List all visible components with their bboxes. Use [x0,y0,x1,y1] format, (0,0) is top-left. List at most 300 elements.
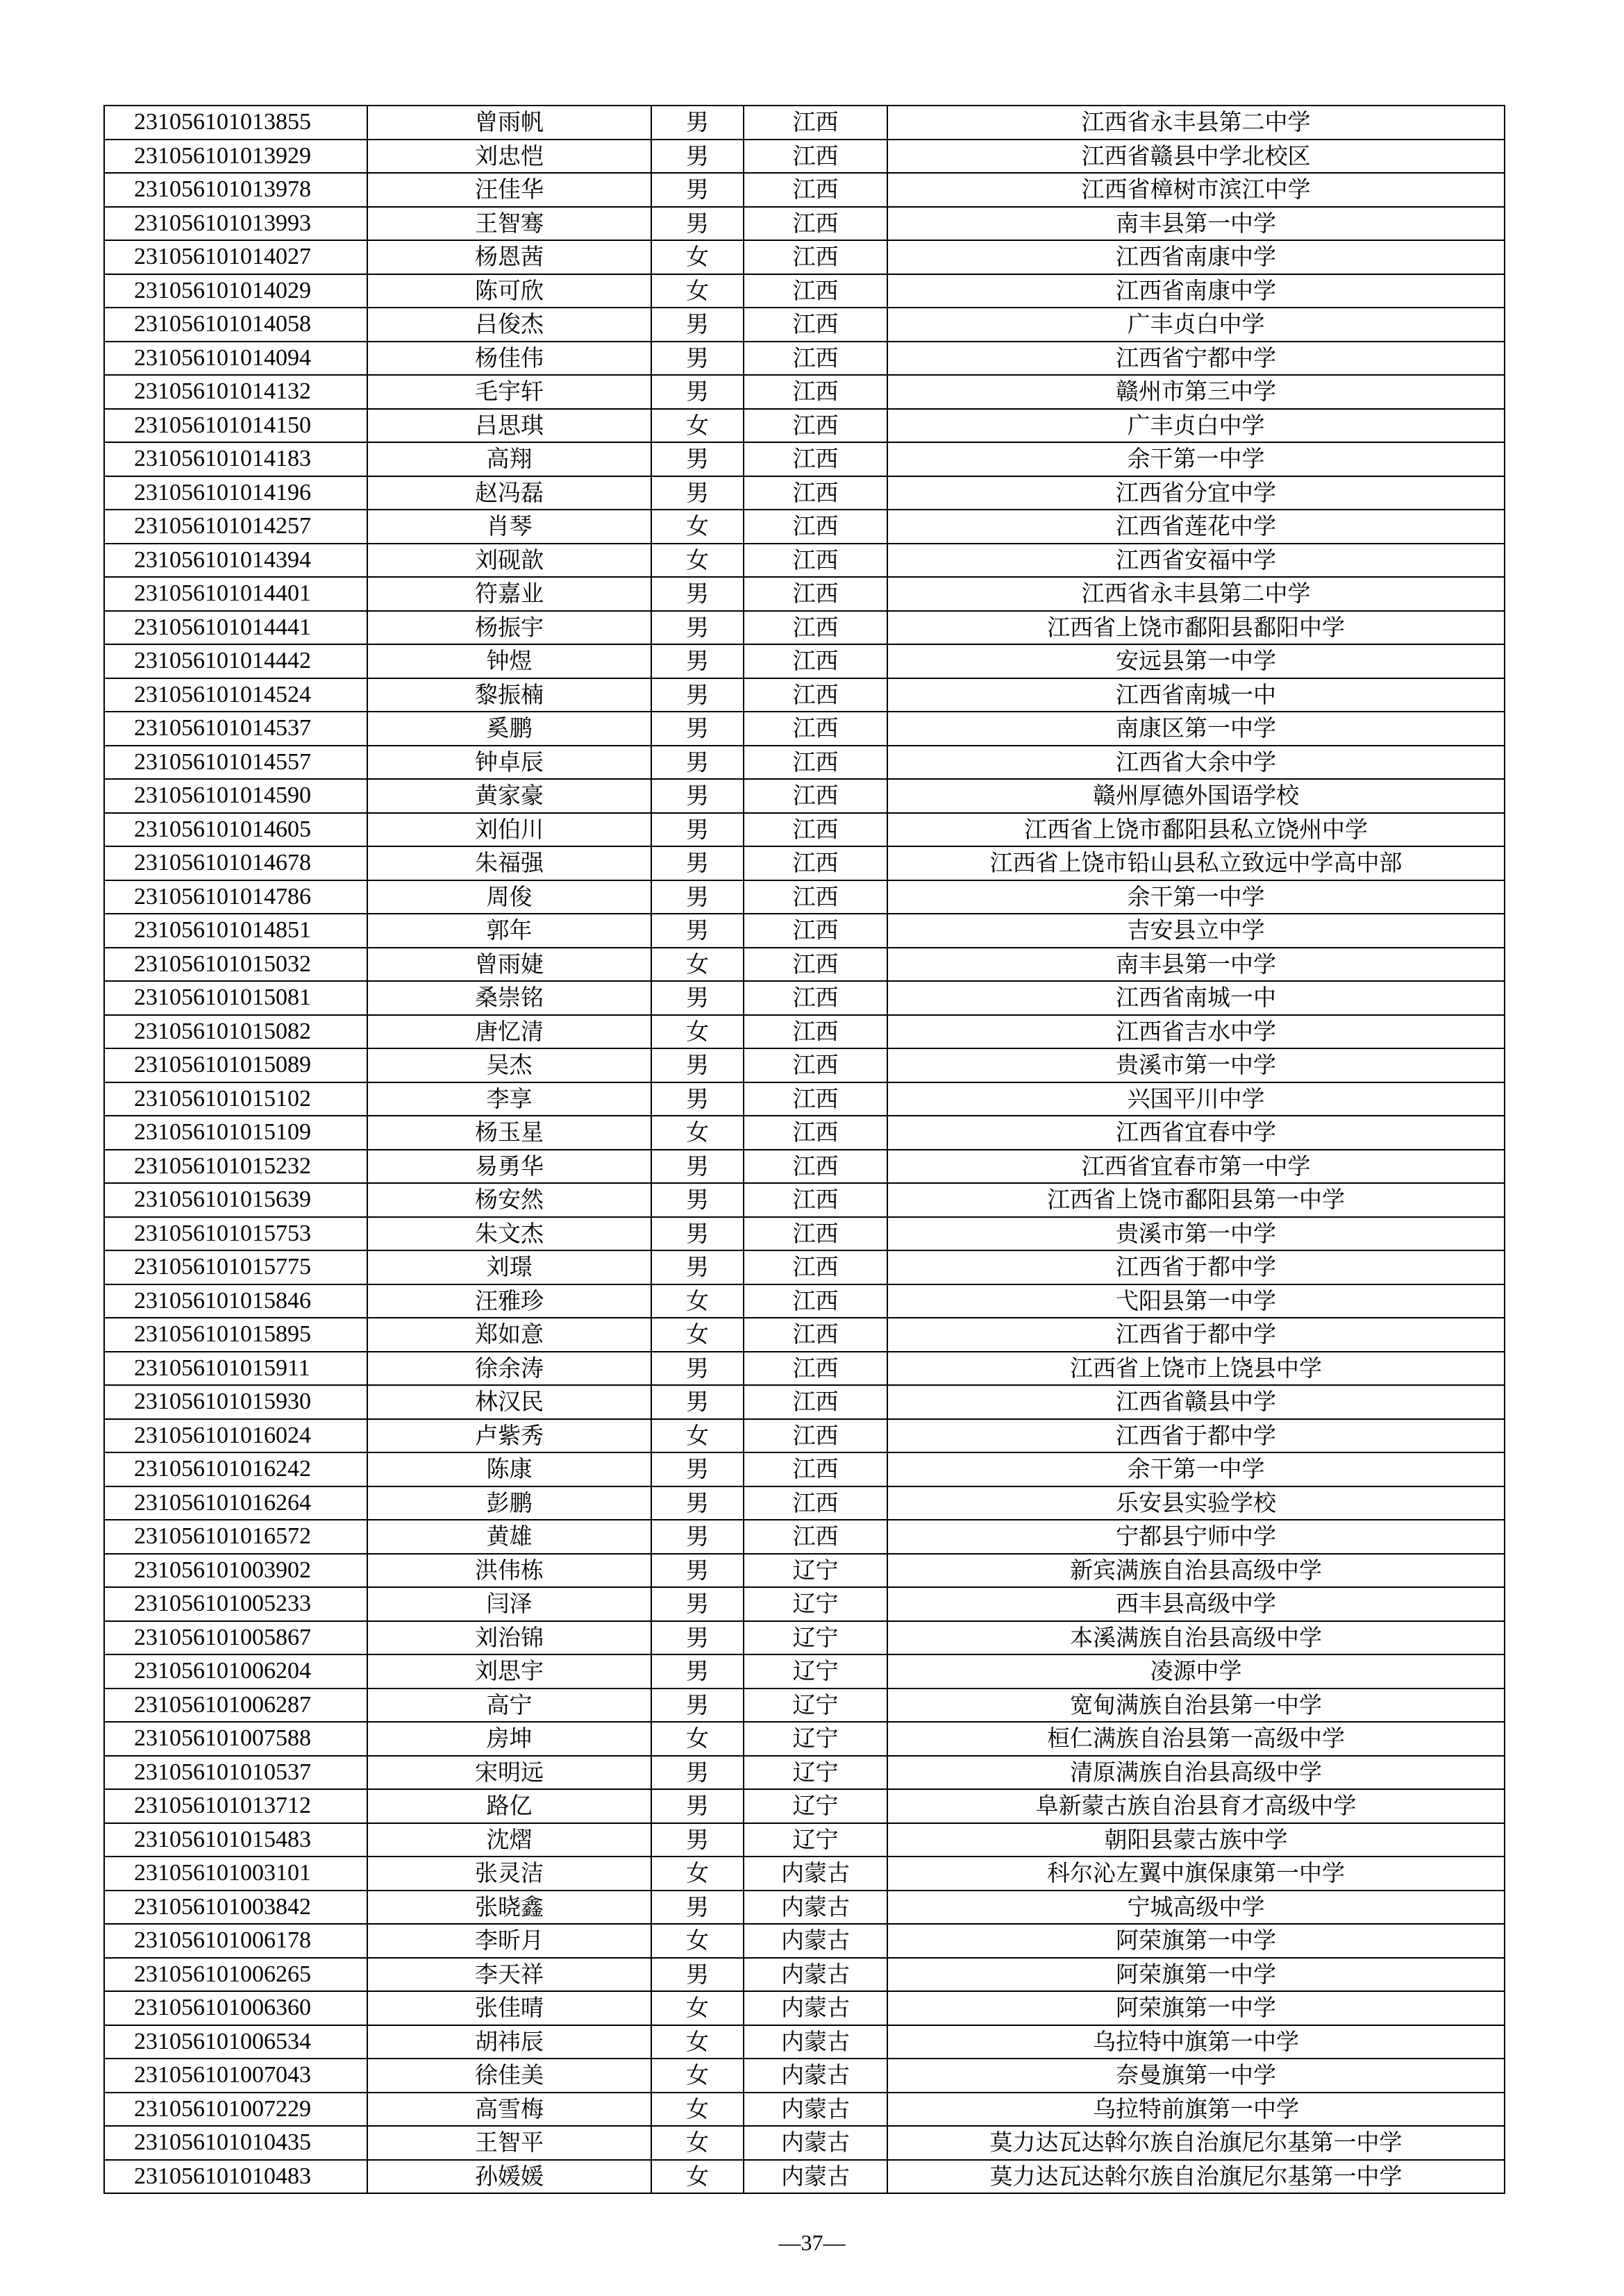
table-row [104,207,1505,241]
student-name-cell: 刘思宇 [367,1654,651,1689]
gender-cell: 男 [651,1520,744,1554]
page-number: —37— [778,2230,846,2255]
province-cell: 辽宁 [744,1823,887,1857]
student-name-cell: 李享 [367,1082,651,1116]
gender-cell: 男 [651,1385,744,1419]
student-id-cell: 231056101014557 [104,746,367,780]
school-cell: 奈曼旗第一中学 [887,2059,1505,2093]
student-id-cell: 231056101006360 [104,1991,367,2025]
table-row [104,1823,1505,1857]
school-cell: 江西省宁都中学 [887,342,1505,376]
table-row [104,1082,1505,1116]
school-cell: 清原满族自治县高级中学 [887,1756,1505,1790]
table-row [104,2160,1505,2194]
gender-cell: 男 [651,1452,744,1486]
table-row [104,914,1505,948]
school-cell: 莫力达瓦达斡尔族自治旗尼尔基第一中学 [887,2160,1505,2194]
gender-cell: 男 [651,644,744,678]
table-row [104,274,1505,308]
province-cell: 江西 [744,846,887,880]
student-id-cell: 231056101014394 [104,544,367,578]
student-name-cell: 卢紫秀 [367,1419,651,1453]
school-cell: 江西省樟树市滨江中学 [887,173,1505,207]
school-cell: 乌拉特中旗第一中学 [887,2025,1505,2059]
gender-cell: 男 [651,678,744,712]
student-id-cell: 231056101014027 [104,240,367,274]
school-cell: 江西省于都中学 [887,1250,1505,1284]
table-row [104,2059,1505,2093]
province-cell: 江西 [744,981,887,1015]
student-name-cell: 高宁 [367,1689,651,1723]
gender-cell: 女 [651,1419,744,1453]
gender-cell: 男 [651,308,744,342]
gender-cell: 女 [651,1284,744,1318]
table-row [104,544,1505,578]
student-id-cell: 231056101014678 [104,846,367,880]
school-cell: 阿荣旗第一中学 [887,1991,1505,2025]
student-name-cell: 张佳晴 [367,1991,651,2025]
table-row [104,1015,1505,1049]
student-id-cell: 231056101015895 [104,1318,367,1352]
school-cell: 西丰县高级中学 [887,1587,1505,1621]
student-id-cell: 231056101014029 [104,274,367,308]
student-name-cell: 高翔 [367,442,651,476]
gender-cell: 男 [651,1150,744,1184]
school-cell: 南康区第一中学 [887,712,1505,746]
table-row [104,1654,1505,1689]
student-id-cell: 231056101015930 [104,1385,367,1419]
gender-cell: 男 [651,1958,744,1992]
gender-cell: 男 [651,442,744,476]
student-id-cell: 231056101014590 [104,779,367,813]
student-id-cell: 231056101015775 [104,1250,367,1284]
student-id-cell: 231056101005867 [104,1621,367,1655]
student-id-cell: 231056101015753 [104,1217,367,1251]
student-name-cell: 吕俊杰 [367,308,651,342]
gender-cell: 男 [651,746,744,780]
student-name-cell: 钟煜 [367,644,651,678]
province-cell: 辽宁 [744,1554,887,1588]
gender-cell: 女 [651,1722,744,1756]
student-name-cell: 胡祎辰 [367,2025,651,2059]
student-id-cell: 231056101013855 [104,106,367,140]
school-cell: 吉安县立中学 [887,914,1505,948]
student-name-cell: 唐忆清 [367,1015,651,1049]
student-name-cell: 汪佳华 [367,173,651,207]
student-id-cell: 231056101015846 [104,1284,367,1318]
province-cell: 内蒙古 [744,2160,887,2194]
table-row [104,1486,1505,1520]
student-id-cell: 231056101014257 [104,510,367,544]
school-cell: 江西省分宜中学 [887,476,1505,510]
gender-cell: 男 [651,1654,744,1689]
province-cell: 辽宁 [744,1756,887,1790]
student-name-cell: 周俊 [367,880,651,914]
student-name-cell: 汪雅珍 [367,1284,651,1318]
school-cell: 宁城高级中学 [887,1891,1505,1925]
table-row [104,1183,1505,1217]
table-row [104,442,1505,476]
student-id-cell: 231056101016264 [104,1486,367,1520]
province-cell: 江西 [744,476,887,510]
table-row [104,1352,1505,1386]
gender-cell: 男 [651,577,744,611]
student-id-cell: 231056101014150 [104,409,367,443]
table-row [104,1150,1505,1184]
table-row [104,880,1505,914]
student-name-cell: 宋明远 [367,1756,651,1790]
student-id-cell: 231056101014605 [104,813,367,847]
student-name-cell: 路亿 [367,1789,651,1823]
school-cell: 江西省于都中学 [887,1318,1505,1352]
school-cell: 江西省宜春中学 [887,1116,1505,1150]
gender-cell: 男 [651,173,744,207]
gender-cell: 男 [651,914,744,948]
student-name-cell: 彭鹏 [367,1486,651,1520]
school-cell: 江西省吉水中学 [887,1015,1505,1049]
school-cell: 安远县第一中学 [887,644,1505,678]
province-cell: 江西 [744,510,887,544]
school-cell: 贵溪市第一中学 [887,1048,1505,1082]
school-cell: 江西省南城一中 [887,981,1505,1015]
student-name-cell: 王智骞 [367,207,651,241]
gender-cell: 女 [651,1318,744,1352]
gender-cell: 男 [651,207,744,241]
school-cell: 江西省于都中学 [887,1419,1505,1453]
student-id-cell: 231056101014537 [104,712,367,746]
gender-cell: 男 [651,712,744,746]
student-id-cell: 231056101005233 [104,1587,367,1621]
gender-cell: 女 [651,2126,744,2160]
student-id-cell: 231056101014094 [104,342,367,376]
student-name-cell: 杨恩茜 [367,240,651,274]
student-id-cell: 231056101006204 [104,1654,367,1689]
student-id-cell: 231056101016242 [104,1452,367,1486]
province-cell: 江西 [744,914,887,948]
table-row [104,173,1505,207]
gender-cell: 男 [651,1554,744,1588]
student-id-cell: 231056101003842 [104,1891,367,1925]
gender-cell: 女 [651,2025,744,2059]
student-name-cell: 黄雄 [367,1520,651,1554]
gender-cell: 女 [651,240,744,274]
table-row [104,813,1505,847]
school-cell: 凌源中学 [887,1654,1505,1689]
student-id-cell: 231056101015089 [104,1048,367,1082]
province-cell: 江西 [744,1284,887,1318]
province-cell: 江西 [744,1520,887,1554]
province-cell: 江西 [744,173,887,207]
gender-cell: 男 [651,779,744,813]
student-name-cell: 李昕月 [367,1924,651,1958]
province-cell: 江西 [744,1015,887,1049]
province-cell: 江西 [744,1116,887,1150]
province-cell: 江西 [744,1250,887,1284]
gender-cell: 男 [651,140,744,174]
student-id-cell: 231056101014786 [104,880,367,914]
province-cell: 江西 [744,409,887,443]
province-cell: 江西 [744,1385,887,1419]
school-cell: 阜新蒙古族自治县育才高级中学 [887,1789,1505,1823]
student-name-cell: 张灵洁 [367,1857,651,1891]
school-cell: 阿荣旗第一中学 [887,1958,1505,1992]
table-row [104,1284,1505,1318]
student-name-cell: 孙媛媛 [367,2160,651,2194]
province-cell: 内蒙古 [744,2025,887,2059]
student-name-cell: 吴杰 [367,1048,651,1082]
student-id-cell: 231056101014058 [104,308,367,342]
table-row [104,510,1505,544]
province-cell: 江西 [744,611,887,645]
student-name-cell: 洪伟栋 [367,1554,651,1588]
gender-cell: 女 [651,1116,744,1150]
table-row [104,678,1505,712]
school-cell: 南丰县第一中学 [887,948,1505,982]
gender-cell: 男 [651,813,744,847]
student-name-cell: 杨安然 [367,1183,651,1217]
student-id-cell: 231056101015109 [104,1116,367,1150]
school-cell: 赣州市第三中学 [887,375,1505,409]
student-id-cell: 231056101013993 [104,207,367,241]
table-row [104,1587,1505,1621]
table-row [104,1250,1505,1284]
province-cell: 江西 [744,779,887,813]
school-cell: 江西省宜春市第一中学 [887,1150,1505,1184]
province-cell: 辽宁 [744,1587,887,1621]
school-cell: 桓仁满族自治县第一高级中学 [887,1722,1505,1756]
province-cell: 江西 [744,813,887,847]
student-id-cell: 231056101006178 [104,1924,367,1958]
table-row [104,240,1505,274]
table-row [104,1452,1505,1486]
school-cell: 朝阳县蒙古族中学 [887,1823,1505,1857]
province-cell: 内蒙古 [744,2059,887,2093]
table-row [104,1991,1505,2025]
student-name-cell: 朱福强 [367,846,651,880]
table-row [104,1857,1505,1891]
student-name-cell: 郭年 [367,914,651,948]
school-cell: 江西省南康中学 [887,274,1505,308]
roster-body [104,106,1505,2193]
province-cell: 江西 [744,1318,887,1352]
gender-cell: 女 [651,2160,744,2194]
gender-cell: 女 [651,2059,744,2093]
gender-cell: 男 [651,1756,744,1790]
table-row [104,981,1505,1015]
gender-cell: 女 [651,274,744,308]
student-roster-table [103,105,1505,2194]
student-name-cell: 沈熠 [367,1823,651,1857]
province-cell: 江西 [744,1082,887,1116]
gender-cell: 女 [651,1924,744,1958]
school-cell: 江西省永丰县第二中学 [887,577,1505,611]
table-row [104,2126,1505,2160]
table-row [104,1385,1505,1419]
gender-cell: 男 [651,375,744,409]
province-cell: 辽宁 [744,1689,887,1723]
student-id-cell: 231056101014441 [104,611,367,645]
school-cell: 江西省上饶市铅山县私立致远中学高中部 [887,846,1505,880]
table-row [104,948,1505,982]
school-cell: 本溪满族自治县高级中学 [887,1621,1505,1655]
student-id-cell: 231056101015639 [104,1183,367,1217]
student-id-cell: 231056101013712 [104,1789,367,1823]
student-name-cell: 奚鹏 [367,712,651,746]
province-cell: 辽宁 [744,1722,887,1756]
gender-cell: 男 [651,1587,744,1621]
province-cell: 江西 [744,1150,887,1184]
student-id-cell: 231056101014442 [104,644,367,678]
school-cell: 乌拉特前旗第一中学 [887,2093,1505,2127]
province-cell: 江西 [744,577,887,611]
table-row [104,308,1505,342]
student-id-cell: 231056101013978 [104,173,367,207]
gender-cell: 男 [651,1183,744,1217]
student-name-cell: 刘璟 [367,1250,651,1284]
province-cell: 辽宁 [744,1789,887,1823]
student-name-cell: 李天祥 [367,1958,651,1992]
table-row [104,1048,1505,1082]
student-id-cell: 231056101007043 [104,2059,367,2093]
province-cell: 江西 [744,1419,887,1453]
province-cell: 江西 [744,207,887,241]
gender-cell: 男 [651,476,744,510]
school-cell: 江西省安福中学 [887,544,1505,578]
gender-cell: 女 [651,948,744,982]
student-id-cell: 231056101016024 [104,1419,367,1453]
student-id-cell: 231056101007229 [104,2093,367,2127]
table-row [104,611,1505,645]
table-row [104,476,1505,510]
school-cell: 江西省南康中学 [887,240,1505,274]
student-id-cell: 231056101015232 [104,1150,367,1184]
student-id-cell: 231056101015483 [104,1823,367,1857]
school-cell: 江西省永丰县第二中学 [887,106,1505,140]
student-id-cell: 231056101013929 [104,140,367,174]
province-cell: 江西 [744,442,887,476]
student-id-cell: 231056101016572 [104,1520,367,1554]
student-name-cell: 徐佳美 [367,2059,651,2093]
student-name-cell: 徐余涛 [367,1352,651,1386]
province-cell: 江西 [744,644,887,678]
school-cell: 江西省大余中学 [887,746,1505,780]
table-row [104,342,1505,376]
student-id-cell: 231056101015102 [104,1082,367,1116]
gender-cell: 男 [651,1217,744,1251]
province-cell: 江西 [744,746,887,780]
gender-cell: 女 [651,1991,744,2025]
student-name-cell: 肖琴 [367,510,651,544]
student-id-cell: 231056101010483 [104,2160,367,2194]
gender-cell: 男 [651,846,744,880]
student-name-cell: 房坤 [367,1722,651,1756]
student-name-cell: 郑如意 [367,1318,651,1352]
province-cell: 江西 [744,1352,887,1386]
student-name-cell: 钟卓辰 [367,746,651,780]
student-name-cell: 曾雨帆 [367,106,651,140]
student-id-cell: 231056101010435 [104,2126,367,2160]
student-id-cell: 231056101014524 [104,678,367,712]
table-row [104,2025,1505,2059]
gender-cell: 女 [651,1015,744,1049]
school-cell: 江西省莲花中学 [887,510,1505,544]
table-row [104,1689,1505,1723]
student-id-cell: 231056101014401 [104,577,367,611]
table-row [104,1958,1505,1992]
student-name-cell: 黎振楠 [367,678,651,712]
school-cell: 江西省赣县中学 [887,1385,1505,1419]
table-row [104,577,1505,611]
province-cell: 内蒙古 [744,2093,887,2127]
table-row [104,1419,1505,1453]
student-name-cell: 刘治锦 [367,1621,651,1655]
province-cell: 江西 [744,678,887,712]
table-row [104,1891,1505,1925]
table-row [104,846,1505,880]
table-row [104,1116,1505,1150]
school-cell: 科尔沁左翼中旗保康第一中学 [887,1857,1505,1891]
student-name-cell: 刘伯川 [367,813,651,847]
gender-cell: 男 [651,1891,744,1925]
student-id-cell: 231056101014851 [104,914,367,948]
table-row [104,1789,1505,1823]
school-cell: 兴国平川中学 [887,1082,1505,1116]
gender-cell: 男 [651,611,744,645]
student-id-cell: 231056101015081 [104,981,367,1015]
gender-cell: 男 [651,1486,744,1520]
student-name-cell: 曾雨婕 [367,948,651,982]
school-cell: 余干第一中学 [887,442,1505,476]
gender-cell: 男 [651,1082,744,1116]
school-cell: 宁都县宁师中学 [887,1520,1505,1554]
school-cell: 余干第一中学 [887,880,1505,914]
school-cell: 广丰贞白中学 [887,308,1505,342]
province-cell: 江西 [744,1183,887,1217]
student-id-cell: 231056101015082 [104,1015,367,1049]
province-cell: 江西 [744,1217,887,1251]
province-cell: 辽宁 [744,1654,887,1689]
school-cell: 贵溪市第一中学 [887,1217,1505,1251]
province-cell: 江西 [744,712,887,746]
gender-cell: 男 [651,1250,744,1284]
school-cell: 乐安县实验学校 [887,1486,1505,1520]
school-cell: 赣州厚德外国语学校 [887,779,1505,813]
province-cell: 江西 [744,240,887,274]
gender-cell: 女 [651,510,744,544]
table-row [104,1924,1505,1958]
student-name-cell: 黄家豪 [367,779,651,813]
school-cell: 江西省上饶市鄱阳县第一中学 [887,1183,1505,1217]
school-cell: 江西省上饶市鄱阳县私立饶州中学 [887,813,1505,847]
gender-cell: 男 [651,342,744,376]
school-cell: 新宾满族自治县高级中学 [887,1554,1505,1588]
school-cell: 江西省上饶市鄱阳县鄱阳中学 [887,611,1505,645]
gender-cell: 男 [651,1823,744,1857]
table-row [104,2093,1505,2127]
table-row [104,712,1505,746]
student-id-cell: 231056101007588 [104,1722,367,1756]
province-cell: 内蒙古 [744,1991,887,2025]
table-row [104,375,1505,409]
province-cell: 江西 [744,948,887,982]
student-name-cell: 陈可欣 [367,274,651,308]
student-name-cell: 毛宇轩 [367,375,651,409]
student-id-cell: 231056101015032 [104,948,367,982]
school-cell: 南丰县第一中学 [887,207,1505,241]
province-cell: 内蒙古 [744,1958,887,1992]
student-name-cell: 杨佳伟 [367,342,651,376]
student-name-cell: 朱文杰 [367,1217,651,1251]
